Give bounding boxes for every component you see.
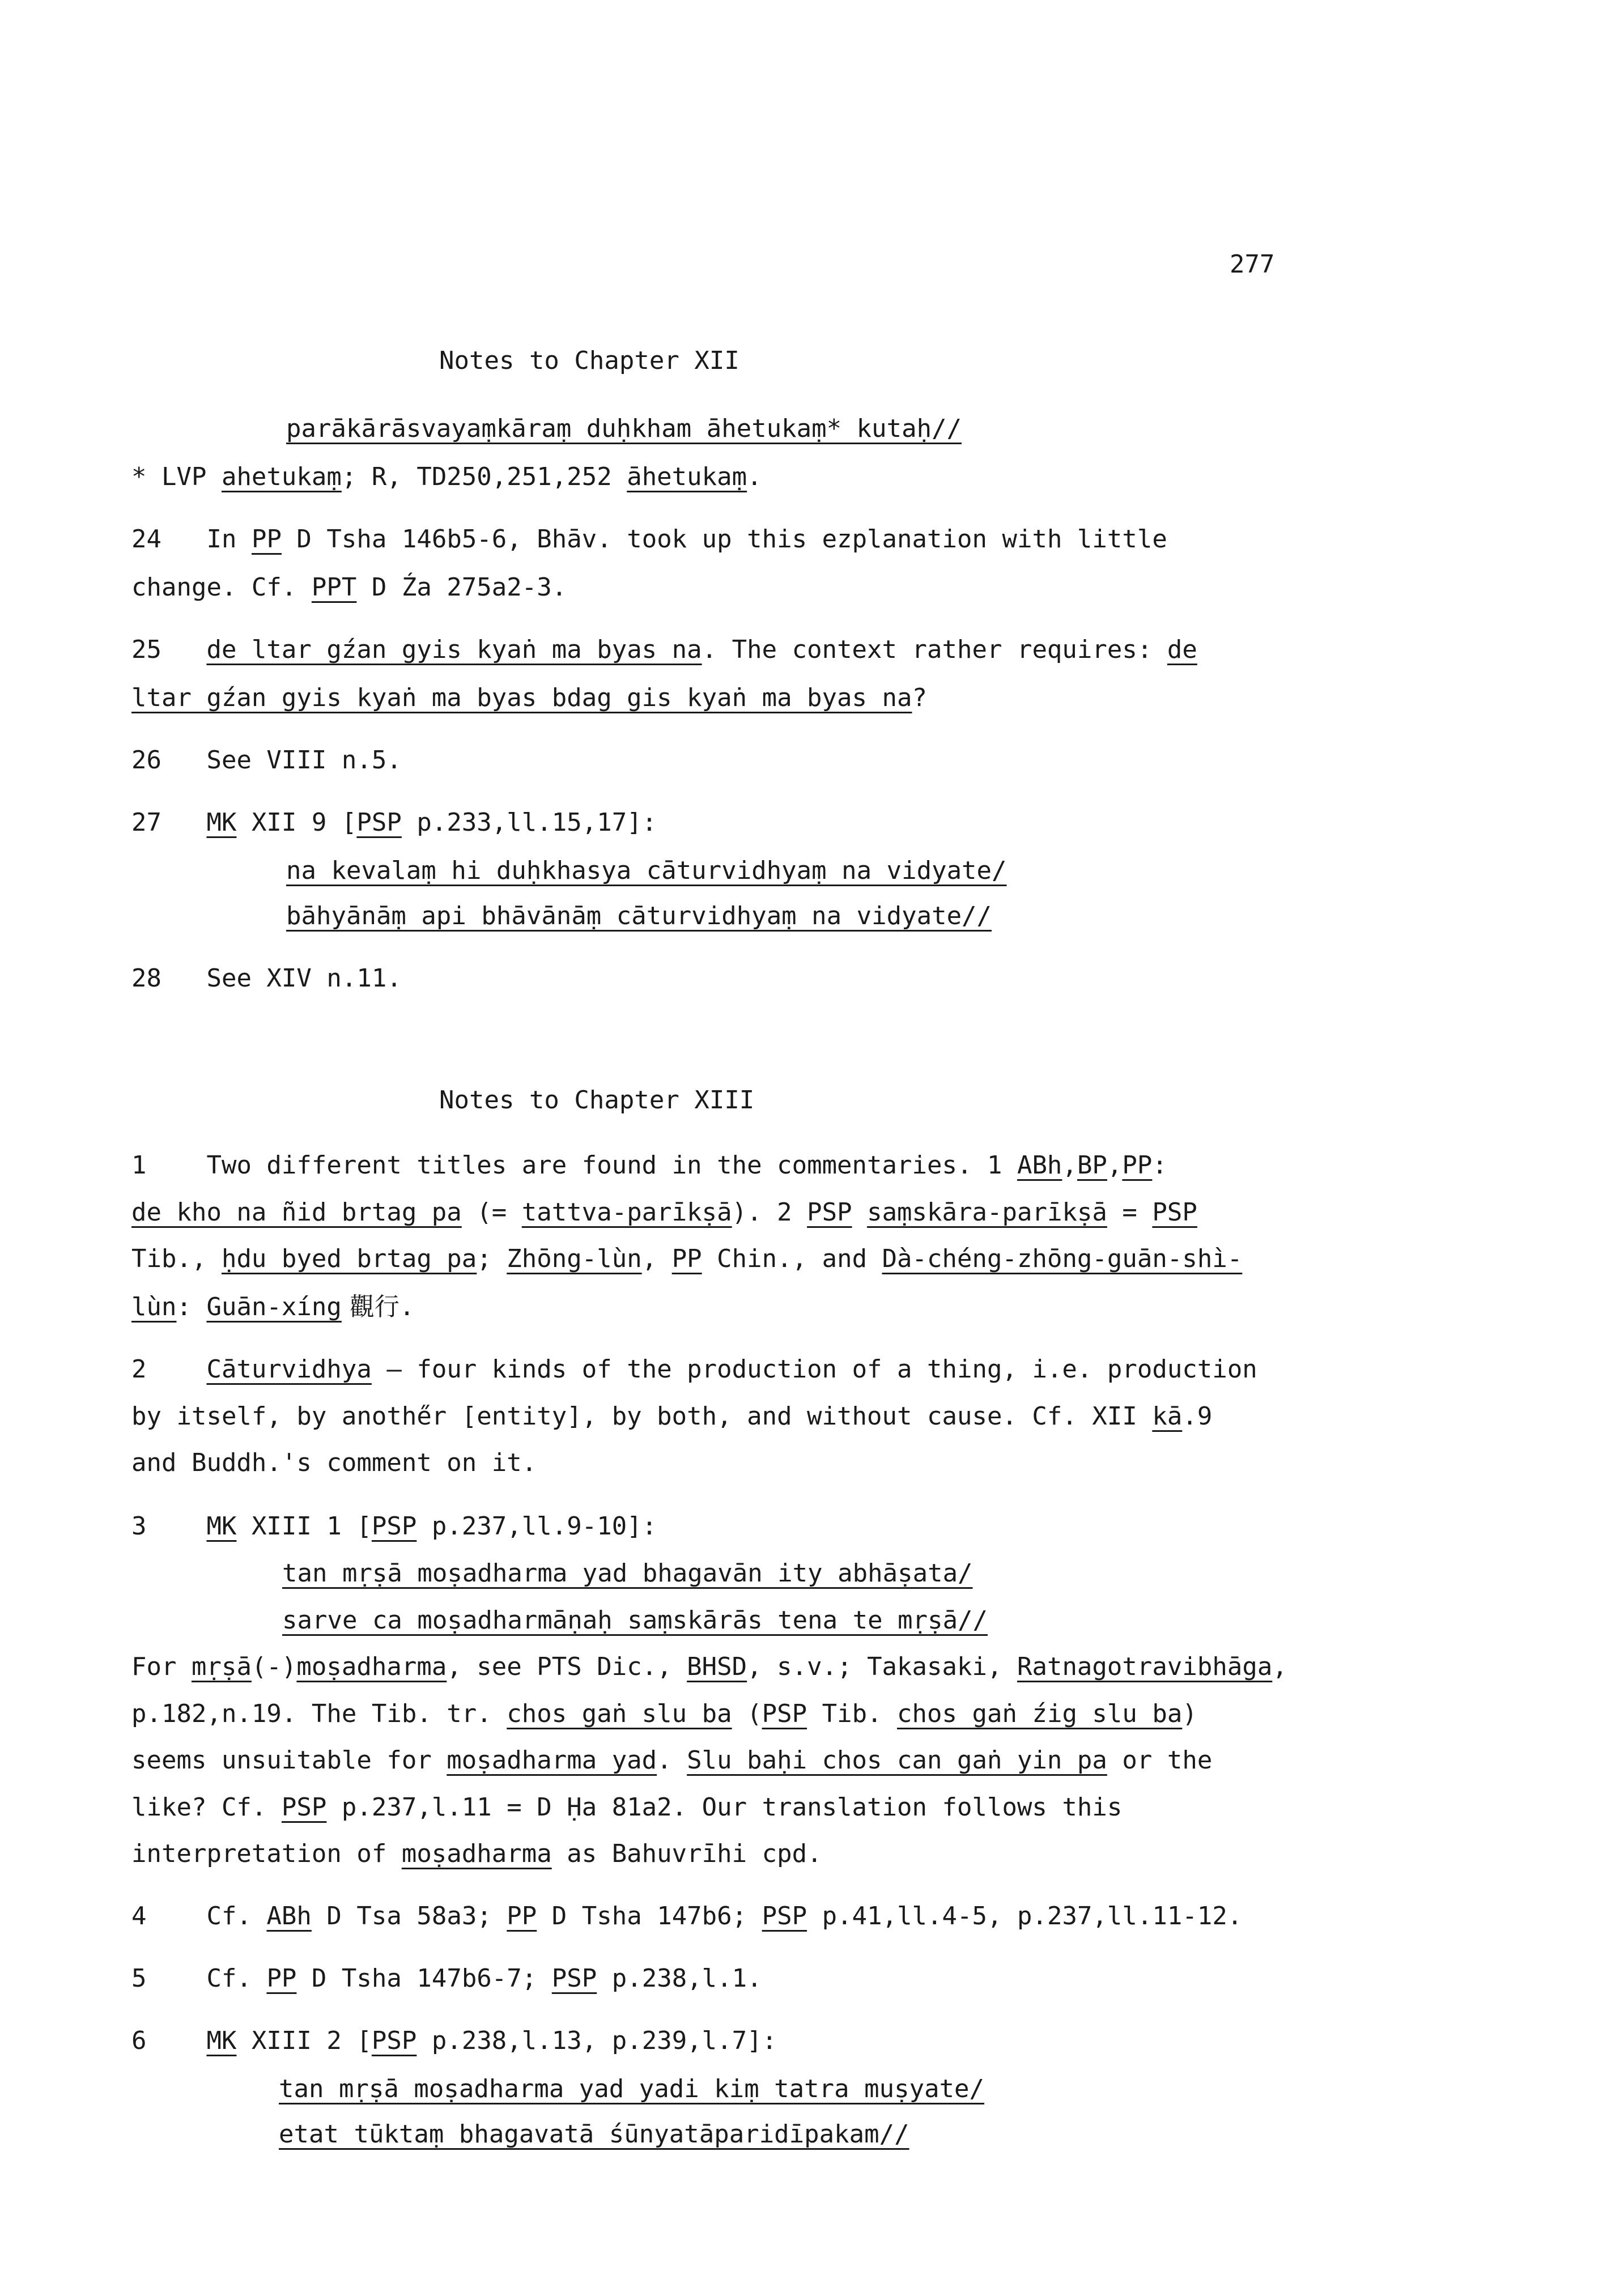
verse-parakara: parākārāsvayaṃkāraṃ duḥkham āhetukaṃ* kutaḥ// bbox=[286, 414, 962, 443]
note-3-para-2: p.182,n.19. The Tib. tr. chos gaṅ slu ba (PSP Tib. chos gaṅ źig slu ba) bbox=[131, 1699, 1197, 1728]
note-1-line-4: lùn: Guān-xíng 觀行. bbox=[131, 1292, 415, 1321]
note-6: 6 MK XIII 2 [PSP p.238,l.13, p.239,l.7]: bbox=[131, 2026, 777, 2055]
note-3-para-3: seems unsuitable for moṣadharma yad. Slu baḥi chos can gaṅ yin pa or the bbox=[131, 1746, 1213, 1775]
verse-3-1: tan mṛṣā moṣadharma yad bhagavān ity abhāṣata/ bbox=[282, 1559, 973, 1588]
note-24-line-1: 24 In PP D Tsha 146b5-6, Bhāv. took up this ezplanation with little bbox=[131, 525, 1167, 554]
chapter-12-heading: Notes to Chapter XII bbox=[439, 346, 739, 375]
verse-6-2: etat tūktaṃ bhagavatā śūnyatāparidīpakam// bbox=[279, 2120, 909, 2149]
note-28: 28 See XIV n.11. bbox=[131, 964, 402, 993]
chapter-13-heading: Notes to Chapter XIII bbox=[439, 1086, 755, 1115]
note-25-line-1: 25 de ltar gźan gyis kyaṅ ma byas na. The context rather requires: de bbox=[131, 635, 1197, 664]
verse-27-1: na kevalaṃ hi duḥkhasya cāturvidhyaṃ na vidyate/ bbox=[286, 856, 1007, 885]
variant-note: * LVP ahetukaṃ; R, TD250,251,252 āhetukaṃ. bbox=[131, 462, 762, 491]
note-27: 27 MK XII 9 [PSP p.233,ll.15,17]: bbox=[131, 808, 657, 837]
verse-27-2: bāhyānāṃ api bhāvānāṃ cāturvidhyaṃ na vidyate// bbox=[286, 902, 992, 930]
note-3-para-5: interpretation of moṣadharma as Bahuvrīhi cpd. bbox=[131, 1839, 822, 1868]
note-1-line-3: Tib., ḥdu byed brtag pa; Zhōng-lùn, PP Chin., and Dà-chéng-zhōng-guān-shì- bbox=[131, 1244, 1243, 1273]
note-1-line-2: de kho na ñid brtag pa (= tattva-parīkṣā). 2 PSP saṃskāra-parīkṣā = PSP bbox=[131, 1198, 1197, 1227]
note-2-line-3: and Buddh.'s comment on it. bbox=[131, 1448, 537, 1477]
note-26: 26 See VIII n.5. bbox=[131, 746, 402, 775]
note-3: 3 MK XIII 1 [PSP p.237,ll.9-10]: bbox=[131, 1512, 657, 1541]
note-2-line-2: by itself, by anothe̋r [entity], by both, and without cause. Cf. XII kā.9 bbox=[131, 1402, 1213, 1431]
note-3-para-4: like? Cf. PSP p.237,l.11 = D Ḥa 81a2. Our translation follows this bbox=[131, 1793, 1123, 1822]
note-3-para-1: For mṛṣā(-)moṣadharma, see PTS Dic., BHSD, s.v.; Takasaki, Ratnagotravibhāga, bbox=[131, 1652, 1287, 1681]
verse-3-2: sarve ca moṣadharmāṇaḥ saṃskārās tena te mṛṣā// bbox=[282, 1606, 988, 1635]
note-4: 4 Cf. ABh D Tsa 58a3; PP D Tsha 147b6; PSP p.41,ll.4-5, p.237,ll.11-12. bbox=[131, 1902, 1243, 1931]
page-number: 277 bbox=[1230, 250, 1275, 279]
note-24-line-2: change. Cf. PPT D Źa 275a2-3. bbox=[131, 573, 567, 602]
note-1-line-1: 1 Two different titles are found in the commentaries. 1 ABh,BP,PP: bbox=[131, 1151, 1167, 1180]
note-2-line-1: 2 Cāturvidhya — four kinds of the production of a thing, i.e. production bbox=[131, 1355, 1257, 1384]
note-25-line-2: ltar gźan gyis kyaṅ ma byas bdag gis kyaṅ ma byas na? bbox=[131, 683, 927, 712]
note-5: 5 Cf. PP D Tsha 147b6-7; PSP p.238,l.1. bbox=[131, 1964, 762, 1993]
verse-6-1: tan mṛṣā moṣadharma yad yadi kiṃ tatra muṣyate/ bbox=[279, 2074, 985, 2103]
